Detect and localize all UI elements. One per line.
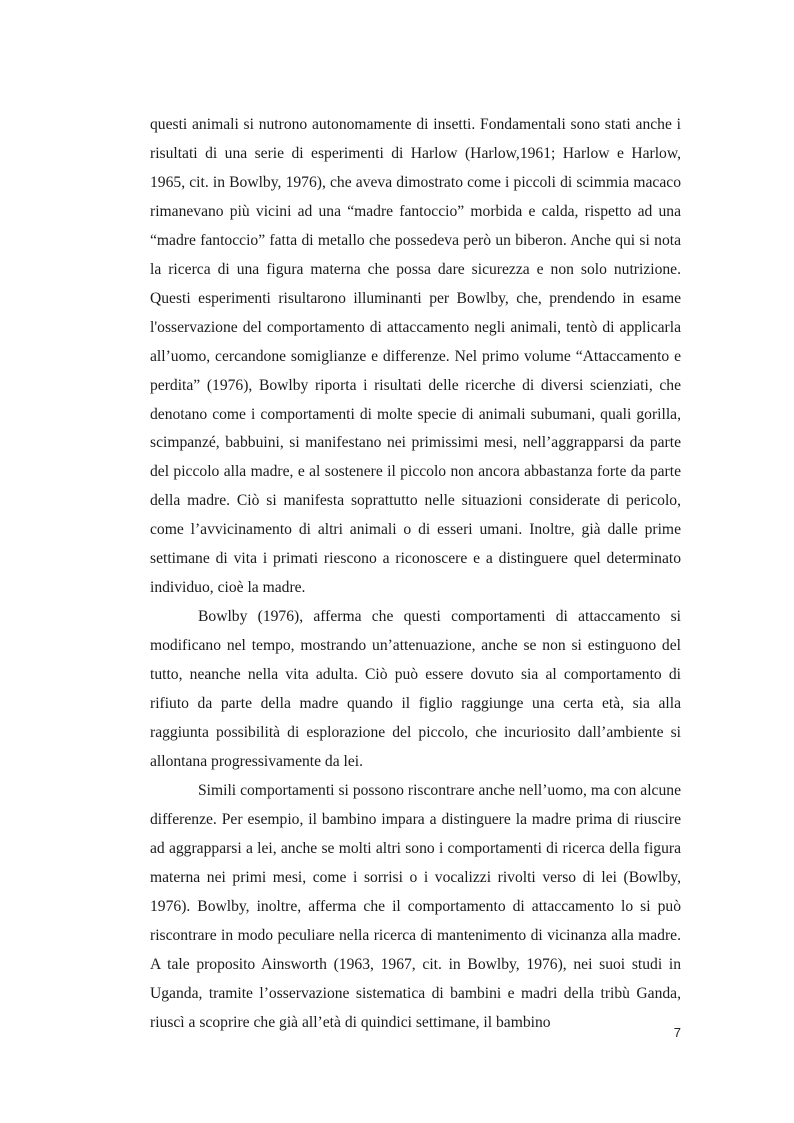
paragraph-2: Bowlby (1976), afferma che questi comportamenti di attaccamento si modificano nel tempo, mostrando un’attenuazione, anche se non si estinguono del tutto, neanche nella vita adulta. Ciò può essere dovuto sia al comportamento di rifiuto da parte della madre quando il figlio raggiunge una certa età, sia alla raggiunta possibilità di esplorazione del piccolo, che incuriosito dall’ambiente si allontana progressivamente da lei. [150, 608, 681, 770]
page-number: 7 [673, 1025, 681, 1040]
paragraph-3: Simili comportamenti si possono riscontrare anche nell’uomo, ma con alcune differenze. Per esempio, il bambino impara a distinguere la madre prima di riuscire ad aggrapparsi a lei, anche se molti altri sono i comportamenti di ricerca della figura materna nei primi mesi, come i sorrisi o i vocalizzi rivolti verso di lei (Bowlby, 1976). Bowlby, inoltre, afferma che il comportamento di attaccamento lo si può riscontrare in modo peculiare nella ricerca di mantenimento di vicinanza alla madre. A tale proposito Ainsworth (1963, 1967, cit. in Bowlby, 1976), nei suoi studi in Uganda, tramite l’osservazione sistematica di bambini e madri della tribù Ganda, riuscì a scoprire che già all’età di quindici settimane, il bambino [150, 781, 681, 1031]
paragraph-1: questi animali si nutrono autonomamente di insetti. Fondamentali sono stati anche i risultati di una serie di esperimenti di Harlow (Harlow,1961; Harlow e Harlow, 1965, cit. in Bowlby, 1976), che aveva dimostrato come i piccoli di scimmia macaco rimanevano più vicini ad una “madre fantoccio” morbida e calda, rispetto ad una “madre fantoccio” fatta di metallo che possedeva però un biberon. Anche qui si nota la ricerca di una figura materna che possa dare sicurezza e non solo nutrizione. Questi esperimenti risultarono illuminanti per Bowlby, che, prendendo in esame l'osservazione del comportamento di attaccamento negli animali, tentò di applicarla all’uomo, cercandone somiglianze e differenze. Nel primo volume “Attaccamento e perdita” (1976), Bowlby riporta i risultati delle ricerche di diversi scienziati, che denotano come i comportamenti di molte specie di animali subumani, quali gorilla, scimpanzé, babbuini, si manifestano nei primissimi mesi, nell’aggrapparsi da parte del piccolo alla madre, e al sostenere il piccolo non ancora abbastanza forte da parte della madre. Ciò si manifesta soprattutto nelle situazioni considerate di pericolo, come l’avvicinamento di altri animali o di esseri umani. Inoltre, già dalle prime settimane di vita i primati riescono a riconoscere e a distinguere quel determinato individuo, cioè la madre. [150, 116, 681, 597]
body-text [150, 111, 681, 1038]
